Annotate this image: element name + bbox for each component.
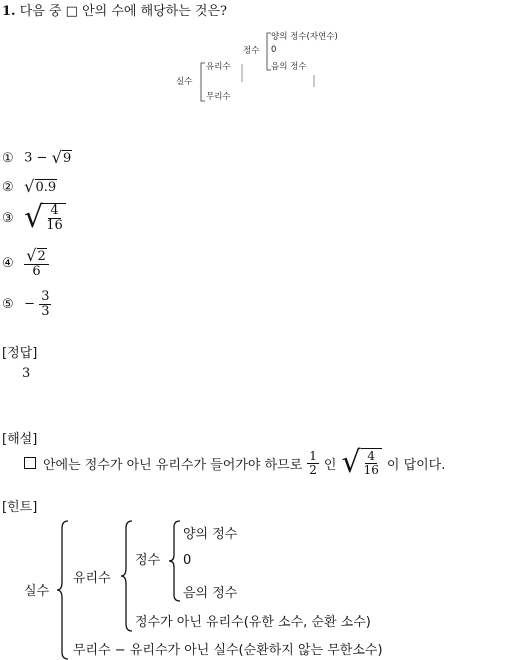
- option-marker: ⑤: [2, 296, 14, 312]
- hint-negative-label: 음의 정수: [183, 586, 238, 601]
- small-negative-label: 음의 정수: [271, 62, 307, 72]
- fraction-numerator: 1: [309, 448, 317, 463]
- small-root-brace: [198, 62, 206, 102]
- fraction-denominator: 16: [46, 218, 63, 233]
- fraction-numerator: 4: [367, 449, 376, 464]
- small-tick-line: [240, 62, 246, 86]
- blank-box-icon: [24, 457, 36, 469]
- answer-value: 3: [22, 366, 31, 381]
- explanation-radicand: [361, 448, 382, 478]
- option-2-sqrt: [24, 179, 57, 195]
- fraction-numerator: 3: [41, 289, 50, 304]
- small-rational-label: 유리수: [206, 62, 231, 72]
- explanation-text: [22, 440, 445, 486]
- option-5[interactable]: [2, 290, 51, 318]
- option-4-radicand: 2: [37, 248, 46, 264]
- option-marker: ④: [2, 255, 14, 271]
- hint-integer-label: 정수: [135, 553, 161, 568]
- hint-noninteger-label: 정수가 아닌 유리수(유한 소수, 순환 소수): [135, 615, 371, 630]
- fraction-denominator: 6: [32, 264, 41, 280]
- question-number: 1.: [2, 4, 16, 19]
- option-5-sign: −: [24, 296, 36, 312]
- option-marker: ②: [2, 179, 14, 195]
- answer-label: [정답]: [2, 346, 38, 361]
- radical-sign: √: [51, 148, 62, 167]
- explanation-sqrt: [341, 445, 381, 480]
- explanation-label: [해설]: [2, 432, 38, 447]
- small-zero-label: 0: [271, 45, 277, 55]
- hint-positive-label: 양의 정수: [183, 527, 238, 542]
- fraction-numerator: 4: [50, 203, 59, 219]
- option-1-text: 3 −: [24, 150, 52, 166]
- option-1-sqrt: [52, 150, 73, 166]
- hint-zero-label: 0: [183, 553, 192, 568]
- option-3-radicand-box: [43, 203, 66, 233]
- radical-sign: √: [341, 445, 361, 480]
- hint-rational-brace: [120, 520, 134, 632]
- question: [2, 0, 227, 19]
- hint-root-label: 실수: [24, 584, 50, 599]
- small-root-label: 실수: [176, 77, 193, 87]
- small-tick-line-2: [312, 74, 318, 90]
- option-1[interactable]: [2, 150, 72, 166]
- hint-label: [힌트]: [2, 500, 38, 515]
- option-5-fraction: [39, 290, 51, 318]
- option-3[interactable]: [2, 200, 66, 235]
- question-text: 다음 중 □ 안의 수에 해당하는 것은?: [19, 4, 228, 19]
- option-4-fraction: [24, 248, 49, 279]
- option-3-sqrt: [24, 200, 66, 235]
- fraction-numerator: [24, 248, 49, 265]
- option-marker: ①: [2, 150, 14, 166]
- small-positive-label: 양의 정수(자연수): [271, 32, 338, 42]
- fraction-denominator: 2: [309, 462, 317, 477]
- explanation-text-a: 안에는 정수가 아닌 유리수가 들어가야 하므로: [43, 457, 303, 473]
- fraction-denominator: 3: [41, 303, 50, 319]
- explanation-text-b: 인: [323, 457, 337, 473]
- small-integer-label: 정수: [243, 46, 260, 56]
- hint-irrational-label: 무리수 − 유리수가 아닌 실수(순환하지 않는 무한소수): [73, 643, 383, 658]
- radical-sign: √: [24, 177, 35, 196]
- small-integer-brace: [264, 32, 272, 72]
- option-1-radicand: 9: [62, 151, 72, 167]
- option-3-fraction: [44, 204, 65, 232]
- radical-sign: √: [26, 246, 37, 265]
- small-irrational-label: 무리수: [206, 92, 231, 102]
- radical-sign: √: [24, 200, 44, 235]
- option-marker: ③: [2, 210, 14, 226]
- hint-rational-label: 유리수: [73, 571, 111, 586]
- explanation-text-c: 이 답이다.: [386, 457, 446, 473]
- option-4[interactable]: [2, 248, 49, 279]
- option-2[interactable]: [2, 179, 57, 195]
- option-4-sqrt: [26, 248, 47, 264]
- explanation-half-fraction: [307, 450, 319, 476]
- fraction-denominator: 16: [363, 463, 379, 477]
- explanation-fraction: [362, 450, 381, 476]
- hint-root-brace: [56, 520, 70, 660]
- option-2-radicand: 0.9: [35, 180, 57, 196]
- hint-integer-brace: [168, 520, 182, 602]
